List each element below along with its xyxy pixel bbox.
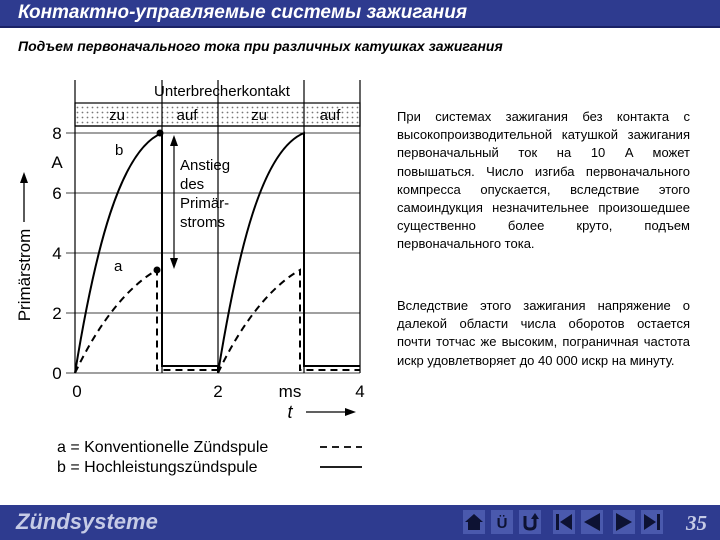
return-icon[interactable] — [519, 510, 541, 534]
x-unit: ms — [278, 382, 302, 401]
legend-a-text: a = Konventionelle Zündspule — [57, 439, 269, 456]
last-page-icon[interactable] — [641, 510, 663, 534]
x-axis-label: t — [287, 402, 293, 422]
footer-title: Zündsysteme — [16, 509, 158, 534]
u-letter-icon[interactable] — [491, 510, 513, 534]
y-tick-0: 0 — [52, 364, 62, 383]
x-tick-4: 4 — [355, 382, 365, 401]
y-axis-label: Primärstrom — [15, 228, 34, 322]
y-axis-arrowhead — [20, 172, 28, 183]
x-tick-2: 2 — [213, 382, 223, 401]
primary-current-diagram — [0, 75, 390, 485]
x-axis-arrowhead — [345, 408, 356, 416]
paragraph-2: Вследствие этого зажигания напряжение о далекой области числа оборотов остается почти тотчас же высоким, пограничная частота искр удовлетворяет до 40 000 искр на минуту. — [397, 298, 690, 368]
y-tick-6: 6 — [52, 184, 62, 203]
rise-arrowhead-bottom — [170, 258, 178, 269]
phase-label-auf-2: auf — [319, 107, 341, 124]
annotation-line-3: Primär- — [180, 195, 230, 212]
y-tick-8: 8 — [52, 124, 62, 143]
peak-marker-2 — [154, 267, 161, 274]
peak-marker-1 — [157, 130, 164, 137]
first-page-icon[interactable] — [553, 510, 575, 534]
y-unit: A — [51, 153, 63, 172]
y-tick-2: 2 — [52, 304, 62, 323]
curve-label-a: a — [114, 258, 123, 275]
annotation-line-2: des — [180, 176, 205, 193]
annotation-line-1: Anstieg — [180, 157, 231, 174]
home-icon[interactable] — [463, 510, 485, 534]
annotation-line-4: stroms — [180, 214, 225, 231]
slide-title: Контактно-управляемые системы зажигания — [18, 2, 468, 23]
contact-label: Unterbrecherkontakt — [154, 83, 290, 100]
x-tick-0: 0 — [72, 382, 82, 401]
previous-icon[interactable] — [581, 510, 603, 534]
y-tick-4: 4 — [52, 244, 62, 263]
phase-label-zu-1: zu — [109, 107, 125, 124]
slide-subtitle: Подъем первоначального тока при различных катушках зажигания — [18, 38, 503, 54]
phase-label-zu-2: zu — [251, 107, 267, 124]
next-icon[interactable] — [613, 510, 635, 534]
svg-text:Ü: Ü — [496, 515, 508, 532]
phase-label-auf-1: auf — [176, 107, 198, 124]
footer-bar — [0, 505, 720, 540]
paragraph-1: При системах зажигания без контакта с высокопроизводительной катушкой зажигания первоначальный ток на 10 A может повышаться. Число изгиба первоначального компресса опускается, вследствие этого самоиндукция незначительнее произошедшее существенно более круто, подъем первоначального тока. — [397, 109, 690, 252]
rise-arrowhead-top — [170, 135, 178, 146]
title-bar — [0, 0, 720, 28]
curve-label-b: b — [115, 142, 124, 159]
page-number: 35 — [686, 511, 707, 535]
legend-b-text: b = Hochleistungszündspule — [57, 459, 258, 476]
